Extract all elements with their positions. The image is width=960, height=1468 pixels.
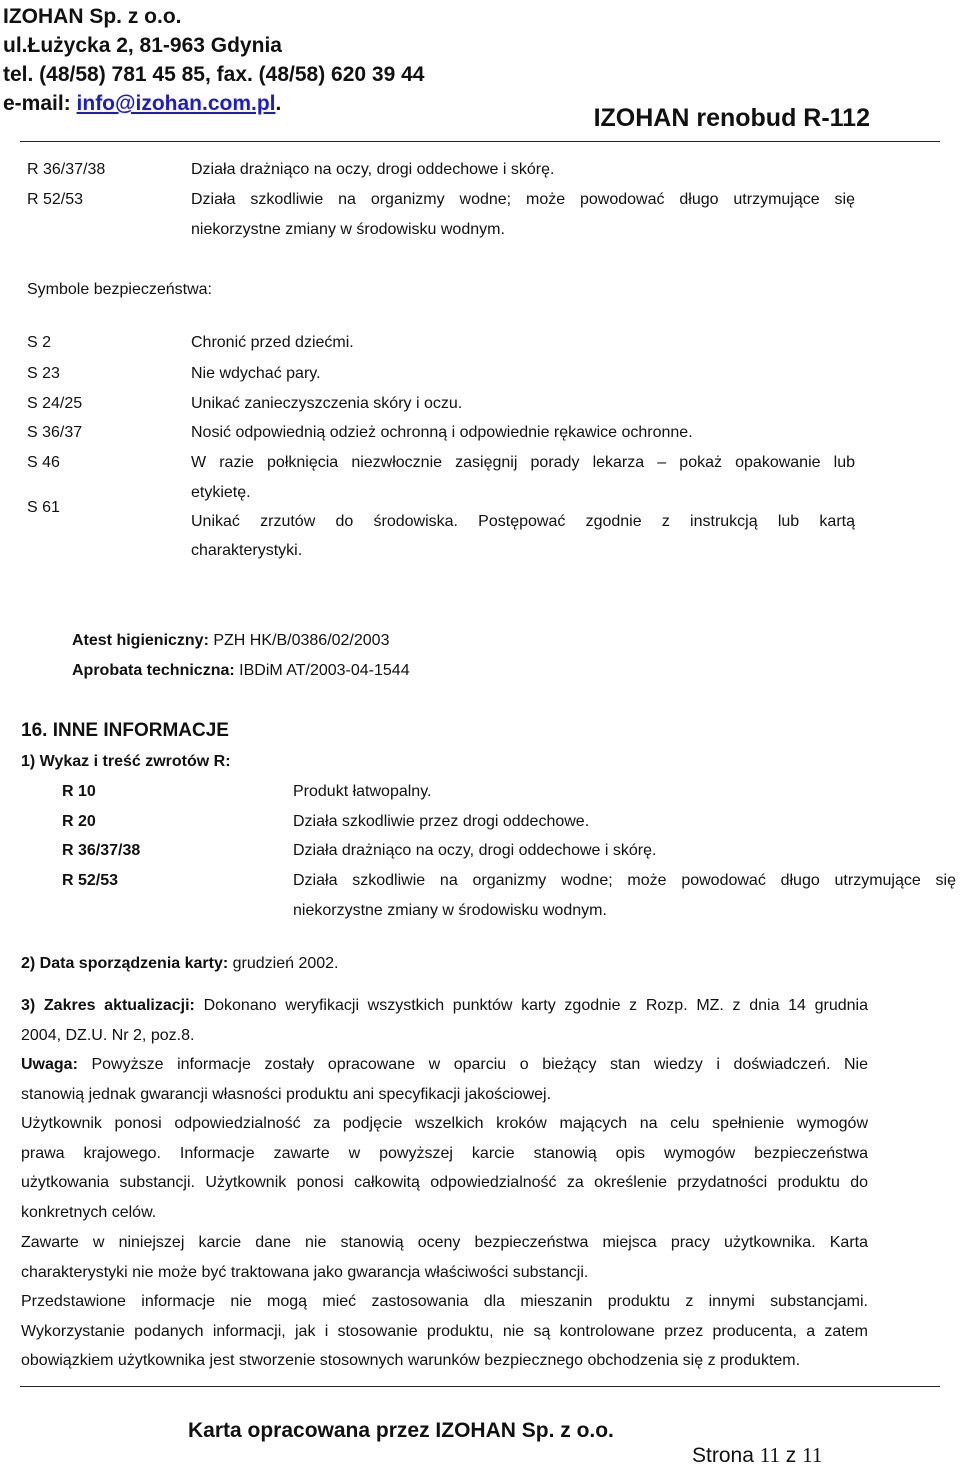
r-text: Działa drażniąco na oczy, drogi oddechowe i skórę.	[293, 842, 657, 859]
page-current: 11	[759, 1443, 780, 1467]
note-text: Powyższe informacje zostały opracowane w oparciu o bieżący stan wiedzy i doświadczeń. Nie	[91, 1056, 869, 1073]
paragraph-line: użytkowania substancji. Użytkownik ponosi całkowitą odpowiedzialność za określenie przydatności produktu do	[21, 1174, 868, 1191]
s-text-cont: etykietę.	[191, 484, 251, 501]
r-code: R 36/37/38	[62, 842, 141, 859]
paragraph-line: Zawarte w niniejszej karcie dane nie stanowią oceny bezpieczeństwa miejsca pracy użytkownika. Karta	[21, 1234, 868, 1251]
safety-title: Symbole bezpieczeństwa:	[27, 281, 212, 298]
paragraph-line: Użytkownik ponosi odpowiedzialność za podjęcie wszelkich kroków mających na celu spełnienie wymogów	[21, 1115, 868, 1132]
paragraph-line: konkretnych celów.	[21, 1204, 157, 1221]
section-title: 16. INNE INFORMACJE	[21, 720, 229, 741]
r-code: R 52/53	[27, 191, 84, 208]
r-text: Działa szkodliwie przez drogi oddechowe.	[293, 813, 590, 830]
s-text: Nie wdychać pary.	[191, 365, 321, 382]
paragraph-line: charakterystyki nie może być traktowana jako gwarancja właściwości substancji.	[21, 1264, 589, 1281]
s-code: S 24/25	[27, 395, 83, 412]
r-text: Produkt łatwopalny.	[293, 783, 432, 800]
s-code: S 23	[27, 365, 60, 382]
paragraph-line: prawa krajowego. Informacje zawarte w powyższej karcie stanowią opis wymogów bezpieczeństwa	[21, 1145, 868, 1162]
paragraph-line: obowiązkiem użytkownika jest stworzenie stosownych warunków bezpiecznego obchodzenia się z produktem.	[21, 1352, 801, 1369]
page-word: Strona	[692, 1444, 754, 1467]
note-line-cont: stanowią jednak gwarancji własności produktu ani specyfikacji jakościowej.	[21, 1086, 552, 1103]
prepared-by: Karta opracowana przez IZOHAN Sp. z o.o.	[188, 1419, 614, 1442]
update-line	[21, 996, 868, 1016]
date-line	[21, 954, 338, 974]
update-line-cont: 2004, DZ.U. Nr 2, poz.8.	[21, 1027, 195, 1044]
r-text: Działa szkodliwie na organizmy wodne; może powodować długo utrzymujące się	[293, 872, 956, 889]
email-link[interactable]: info@izohan.com.pl	[76, 92, 276, 115]
date-value: grudzień 2002.	[232, 955, 339, 972]
header-rule	[20, 141, 940, 142]
r-text: Działa drażniąco na oczy, drogi oddechowe i skórę.	[191, 161, 555, 178]
letterhead	[3, 2, 424, 118]
update-label: 3) Zakres aktualizacji:	[21, 997, 204, 1014]
r-list-title: 1) Wykaz i treść zwrotów R:	[21, 753, 231, 770]
company-address: ul.Łużycka 2, 81-963 Gdynia	[3, 34, 282, 57]
page-total: 11	[802, 1443, 823, 1467]
s-code: S 46	[27, 454, 60, 471]
r-code: R 52/53	[62, 872, 119, 889]
atest-value: PZH HK/B/0386/02/2003	[213, 632, 390, 649]
s-text: Chronić przed dziećmi.	[191, 334, 354, 351]
company-phone: tel. (48/58) 781 45 85, fax. (48/58) 620 39 44	[3, 63, 425, 86]
company-email-line	[3, 89, 424, 118]
s-text: Nosić odpowiednią odzież ochronną i odpowiednie rękawice ochronne.	[191, 424, 693, 441]
r-text-cont: niekorzystne zmiany w środowisku wodnym.	[191, 221, 505, 238]
page-of: z	[785, 1444, 797, 1467]
s-text: Unikać zrzutów do środowiska. Postępować zgodnie z instrukcją lub kartą	[191, 513, 855, 530]
aprobata-value: IBDiM AT/2003-04-1544	[239, 662, 410, 679]
s-text: W razie połknięcia niezwłocznie zasięgnij porady lekarza – pokaż opakowanie lub	[191, 454, 855, 471]
company-name: IZOHAN Sp. z o.o.	[3, 5, 182, 28]
update-text: Dokonano weryfikacji wszystkich punktów karty zgodnie z Rozp. MZ. z dnia 14 grudnia	[203, 997, 869, 1014]
date-label: 2) Data sporządzenia karty:	[21, 955, 233, 972]
s-code: S 61	[27, 499, 60, 516]
page-number	[692, 1443, 822, 1468]
atest-line	[72, 631, 389, 651]
paragraph-line: Wykorzystanie podanych informacji, jak i stosowanie produktu, nie są kontrolowane przez producenta, a zatem	[21, 1323, 868, 1340]
r-code: R 20	[62, 813, 96, 830]
s-text-cont: charakterystyki.	[191, 542, 303, 559]
r-text-cont: niekorzystne zmiany w środowisku wodnym.	[293, 902, 607, 919]
note-line	[21, 1055, 868, 1075]
r-text: Działa szkodliwie na organizmy wodne; może powodować długo utrzymujące się	[191, 191, 855, 208]
aprobata-line	[72, 661, 410, 681]
footer-rule	[20, 1386, 940, 1387]
s-text: Unikać zanieczyszczenia skóry i oczu.	[191, 395, 463, 412]
aprobata-label: Aprobata techniczna:	[72, 662, 240, 679]
r-code: R 36/37/38	[27, 161, 106, 178]
s-code: S 2	[27, 334, 52, 351]
atest-label: Atest higieniczny:	[72, 632, 214, 649]
email-suffix: .	[275, 92, 282, 115]
s-code: S 36/37	[27, 424, 83, 441]
product-name: IZOHAN renobud R-112	[593, 104, 870, 132]
note-label: Uwaga:	[21, 1056, 92, 1073]
r-code: R 10	[62, 783, 96, 800]
email-label: e-mail:	[3, 92, 77, 115]
paragraph-line: Przedstawione informacje nie mogą mieć zastosowania dla mieszanin produktu z innymi substancjami.	[21, 1293, 868, 1310]
